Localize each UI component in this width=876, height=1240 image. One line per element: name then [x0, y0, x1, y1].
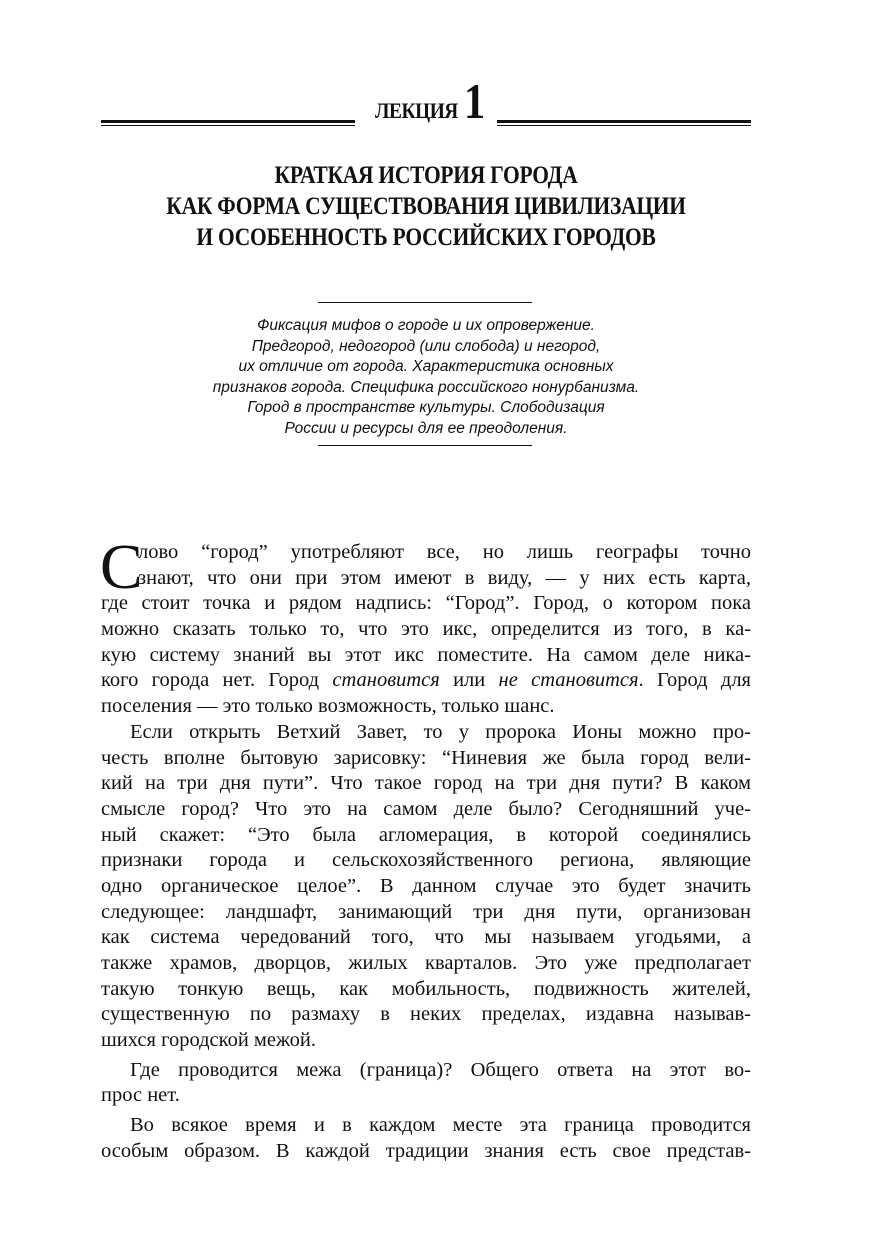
body-line: поселения — это только возможность, только шанс. [101, 695, 555, 718]
title-line: КРАТКАЯ ИСТОРИЯ ГОРОДА [274, 162, 578, 189]
body-text [100, 531, 751, 1165]
abstract-line: Фиксация мифов о городе и их опровержение. [257, 317, 595, 334]
body-line: можно сказать только то, что это икс, определится из того, в ка- [101, 618, 751, 641]
body-line: Во всякое время и в каждом месте эта граница проводится [130, 1114, 751, 1137]
title-line: КАК ФОРМА СУЩЕСТВОВАНИЯ ЦИВИЛИЗАЦИИ [166, 193, 686, 220]
chapter-rule-left [101, 120, 355, 128]
chapter-rule-right [497, 120, 751, 128]
drop-cap: С [100, 531, 143, 602]
body-line: знают, что они при этом имеют в виду, — у них есть карта, [138, 566, 751, 589]
emphasis: становится [332, 669, 440, 692]
body-line: смысле город? Что это на самом деле было? Сегодняшний уче- [101, 797, 751, 820]
abstract-line: России и ресурсы для ее преодоления. [284, 419, 568, 437]
body-line: следующее: ландшафт, занимающий три дня пути, организован [101, 900, 751, 923]
body-line: шихся городской межой. [101, 1029, 316, 1052]
body-line: Если открыть Ветхий Завет, то у пророка Ионы можно про- [130, 720, 751, 743]
title-line: И ОСОБЕННОСТЬ РОССИЙСКИХ ГОРОДОВ [196, 224, 656, 251]
abstract-rule-top [318, 302, 532, 303]
body-line: также храмов, дворцов, жилых кварталов. Это уже предполагает [101, 952, 751, 974]
emphasis: не становится [498, 669, 639, 692]
chapter-header [101, 73, 751, 129]
body-line: признаки города и сельскохозяйственного региона, являющие [101, 849, 751, 872]
abstract-line: признаков города. Специфика российского нонурбанизма. [212, 378, 640, 396]
body-line: одно органическое целое”. В данном случае это будет значить [101, 874, 751, 897]
body-line: такую тонкую вещь, как мобильность, подвижность жителей, [101, 977, 751, 1000]
body-line: лово “город” употребляют все, но лишь географы точно [138, 541, 751, 563]
abstract-line: их отличие от города. Характеристика основных [238, 358, 614, 376]
body-line: кого города нет. Город становится или не становится. Город для [101, 669, 751, 692]
chapter-abstract [101, 316, 751, 440]
body-line: прос нет. [101, 1084, 180, 1107]
body-line: кую систему знаний вы этот икс поместите. На самом деле ника- [101, 643, 751, 666]
chapter-title [101, 160, 751, 253]
body-line: как система чередований того, что мы называем угодьями, а [101, 926, 751, 949]
chapter-number: 1 [463, 73, 485, 129]
abstract-line: Предгород, недогород (или слобода) и негород, [251, 337, 601, 355]
body-line: честь вполне бытовую зарисовку: “Ниневия же была город вели- [101, 746, 751, 769]
body-line: ный скажет: “Это была агломерация, в которой соединялись [101, 823, 751, 846]
body-line: Где проводится межа (граница)? Общего ответа на этот во- [130, 1058, 751, 1081]
body-line: существенную по размаху в неких пределах, издавна называв- [101, 1003, 751, 1026]
body-line: кий на три дня пути”. Что такое город на три дня пути? В каком [101, 772, 751, 795]
body-line: где стоит точка и рядом надпись: “Город”. Город, о котором пока [101, 592, 751, 615]
abstract-rule-bottom [318, 445, 532, 446]
chapter-label: ЛЕКЦИЯ [375, 98, 459, 123]
abstract-line: Город в пространстве культуры. Слободизация [247, 399, 605, 417]
body-line: особым образом. В каждой традиции знания есть свое представ- [101, 1139, 751, 1162]
